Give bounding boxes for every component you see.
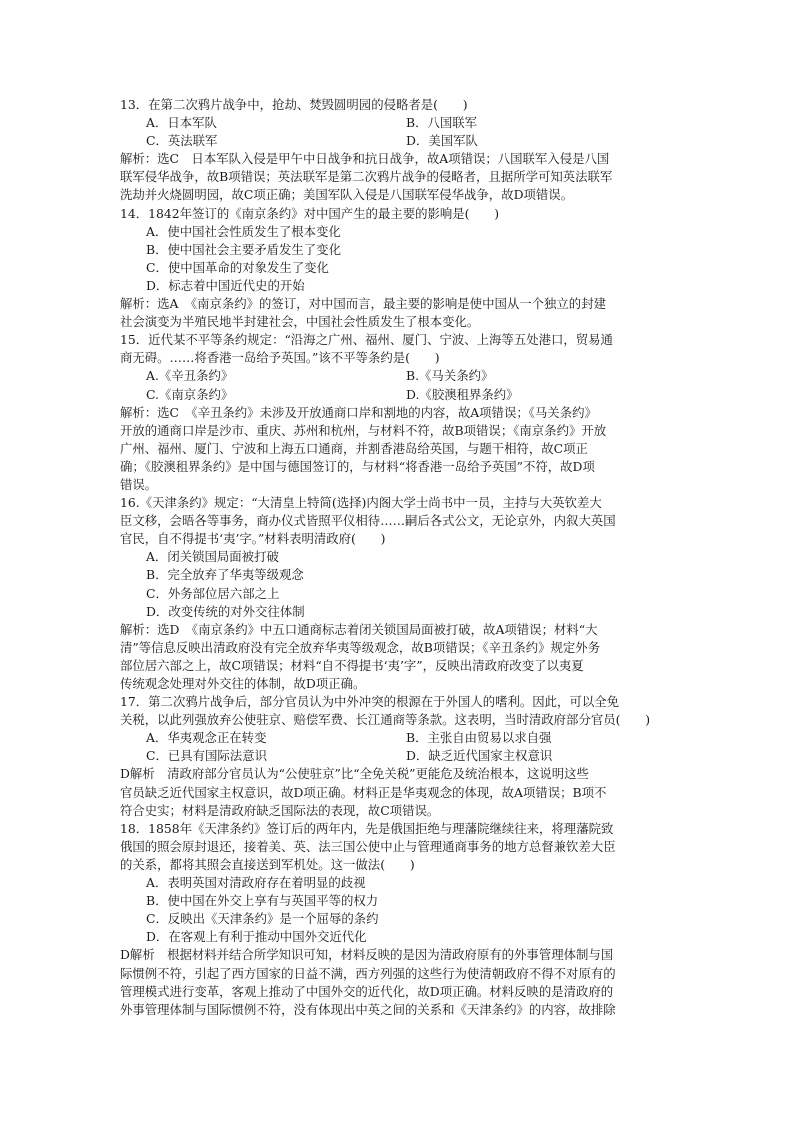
- analysis-text: 联军侵华战争，故B项错误；英法联军是第二次鸦片战争的侵略者，且据所学可知英法联军: [120, 169, 613, 185]
- option-text: A．使中国社会性质发生了根本变化: [146, 223, 341, 239]
- option-text: C.《南京条约》: [146, 386, 234, 402]
- option-text: D.《胶澳租界条约》: [406, 386, 519, 402]
- analysis-text: 符合史实；材料是清政府缺乏国际法的表现，故C项错误。: [120, 802, 440, 818]
- analysis-text: 解析：选C 《辛丑条约》未涉及开放通商口岸和割地的内容，故A项错误；《马关条约》: [120, 404, 597, 420]
- analysis-text: 解析：选D 《南京条约》中五口通商标志着闭关锁国局面被打破，故A项错误；材料“大: [120, 621, 598, 637]
- question-block: [120, 96, 680, 205]
- question-stem: 18．1858年《天津条约》签订后的两年内，先是俄国拒绝与理藩院继续往来，将理藩院致: [120, 820, 614, 836]
- analysis-text: 管理模式进行变革，客观上推动了中国外交的近代化，故D项正确。材料反映的是清政府的: [120, 983, 614, 999]
- question-block: [120, 205, 680, 332]
- question-stem: 的关系，都将其照会直接送到军机处。这一做法( ): [120, 856, 415, 872]
- option-text: A．表明英国对清政府存在着明显的歧视: [146, 875, 366, 891]
- analysis-text: 解析：选C 日本军队入侵是甲午中日战争和抗日战争，故A项错误；八国联军入侵是八国: [120, 151, 610, 167]
- question-stem: 13．在第二次鸦片战争中，抢劫、焚毁圆明园的侵略者是( ): [120, 97, 468, 112]
- option-text: A．华夷观念正在转变: [146, 730, 267, 746]
- question-block: [120, 494, 680, 693]
- option-text: C．反映出《天津条约》是一个屈辱的条约: [146, 911, 379, 927]
- document-page: [120, 96, 680, 1019]
- option-text: D．缺乏近代国家主权意识: [406, 748, 553, 764]
- option-text: A.《辛丑条约》: [146, 368, 234, 384]
- option-text: B.《马关条约》: [406, 368, 494, 384]
- option-row: [120, 747, 680, 765]
- option-text: D．在客观上有利于推动中国外交近代化: [146, 929, 367, 945]
- question-block: [120, 820, 680, 1019]
- question-stem: 15．近代某不平等条约规定：“沿海之广州、福州、厦门、宁波、上海等五处港口，贸易通: [120, 332, 613, 348]
- option-text: D．美国军队: [406, 133, 478, 149]
- option-text: C．使中国革命的对象发生了变化: [146, 259, 329, 275]
- option-text: B．使中国社会主要矛盾发生了变化: [146, 241, 341, 257]
- analysis-text: 错误。: [120, 476, 158, 492]
- analysis-text: 确；《胶澳租界条约》是中国与德国签订的，与材料“将香港一岛给予英国”不符，故D项: [120, 458, 595, 474]
- option-text: D．改变传统的对外交往体制: [146, 603, 305, 619]
- analysis-text: 洗劫并火烧圆明园，故C项正确；美国军队入侵是八国联军侵华战争，故D项错误。: [120, 187, 574, 203]
- option-row: [120, 367, 680, 385]
- analysis-text: 部位居六部之上，故C项错误；材料“自不得提书‘夷’字”，反映出清政府改变了以夷夏: [120, 657, 584, 673]
- question-stem: 俄国的照会原封退还，接着美、英、法三国公使中止与管理通商事务的地方总督兼钦差大臣: [120, 838, 616, 854]
- question-stem: 商无碍。……将香港一岛给予英国。”该不平等条约是( ): [120, 350, 440, 366]
- analysis-text: 清”等信息反映出清政府没有完全放弃华夷等级观念，故B项错误；《辛丑条约》规定外务: [120, 639, 601, 655]
- option-text: C．外务部位居六部之上: [146, 585, 280, 601]
- question-stem: 臣文移，会晤各等事务，商办仪式皆照平仪相待……嗣后各式公文，无论京外，内叙大英国: [120, 513, 616, 529]
- analysis-text: 解析：选A 《南京条约》的签订，对中国而言，最主要的影响是使中国从一个独立的封建: [120, 296, 606, 312]
- option-row: [120, 132, 680, 150]
- option-text: B．主张自由贸易以求自强: [406, 730, 552, 746]
- analysis-text: 传统观念处理对外交往的体制，故D项正确。: [120, 676, 366, 691]
- analysis-text: 社会演变为半殖民地半封建社会，中国社会性质发生了根本变化。: [120, 314, 480, 330]
- analysis-text: 开放的通商口岸是沙市、重庆、苏州和杭州，与材料不符，故B项错误；《南京条约》开放: [120, 422, 607, 438]
- question-stem: 17．第二次鸦片战争后，部分官员认为中外冲突的根源在于外国人的嗜利。因此，可以全免: [120, 694, 620, 710]
- option-text: A．日本军队: [146, 115, 217, 131]
- option-text: A．闭关锁国局面被打破: [146, 549, 279, 565]
- question-stem: 16.《天津条约》规定：“大清皇上特简(选择)内阁大学士尚书中一员，主持与大英钦差大: [120, 495, 602, 511]
- option-row: [120, 729, 680, 747]
- analysis-text: 际惯例不符，引起了西方国家的日益不满，西方列强的这些行为使清朝政府不得不对原有的: [120, 965, 616, 981]
- analysis-text: 广州、福州、厦门、宁波和上海五口通商，并割香港岛给英国，与题干相符，故C项正: [120, 440, 588, 456]
- analysis-text: 外事管理体制与国际惯例不符，没有体现出中英之间的关系和《天津条约》的内容，故排除: [120, 1001, 616, 1017]
- option-text: B．使中国在外交上享有与英国平等的权力: [146, 893, 379, 909]
- question-stem: 14．1842年签订的《南京条约》对中国产生的最主要的影响是( ): [120, 205, 500, 221]
- option-row: [120, 386, 680, 404]
- option-text: D．标志着中国近代史的开始: [146, 277, 305, 293]
- analysis-text: D解析 根据材料并结合所学知识可知，材料反映的是因为清政府原有的外事管理体制与国: [120, 947, 614, 963]
- question-stem: 官民，自不得提书‘夷’字。”材料表明清政府( ): [120, 531, 386, 547]
- analysis-text: D解析 清政府部分官员认为“公使驻京”比“全免关税”更能危及统治根本，这说明这些: [120, 766, 589, 782]
- analysis-text: 官员缺乏近代国家主权意识，故D项正确。材料正是华夷观念的体现，故A项错误；B项不: [120, 784, 607, 800]
- option-text: C．已具有国际法意识: [146, 748, 267, 764]
- option-text: C．英法联军: [146, 133, 218, 149]
- question-block: [120, 693, 680, 820]
- question-stem: 关税，以此列强放弃公使驻京、赔偿军费、长江通商等条款。这表明，当时清政府部分官员( ): [120, 712, 651, 728]
- question-block: [120, 331, 680, 494]
- option-row: [120, 114, 680, 132]
- option-text: B．八国联军: [406, 115, 478, 131]
- option-text: B．完全放弃了华夷等级观念: [146, 567, 304, 583]
